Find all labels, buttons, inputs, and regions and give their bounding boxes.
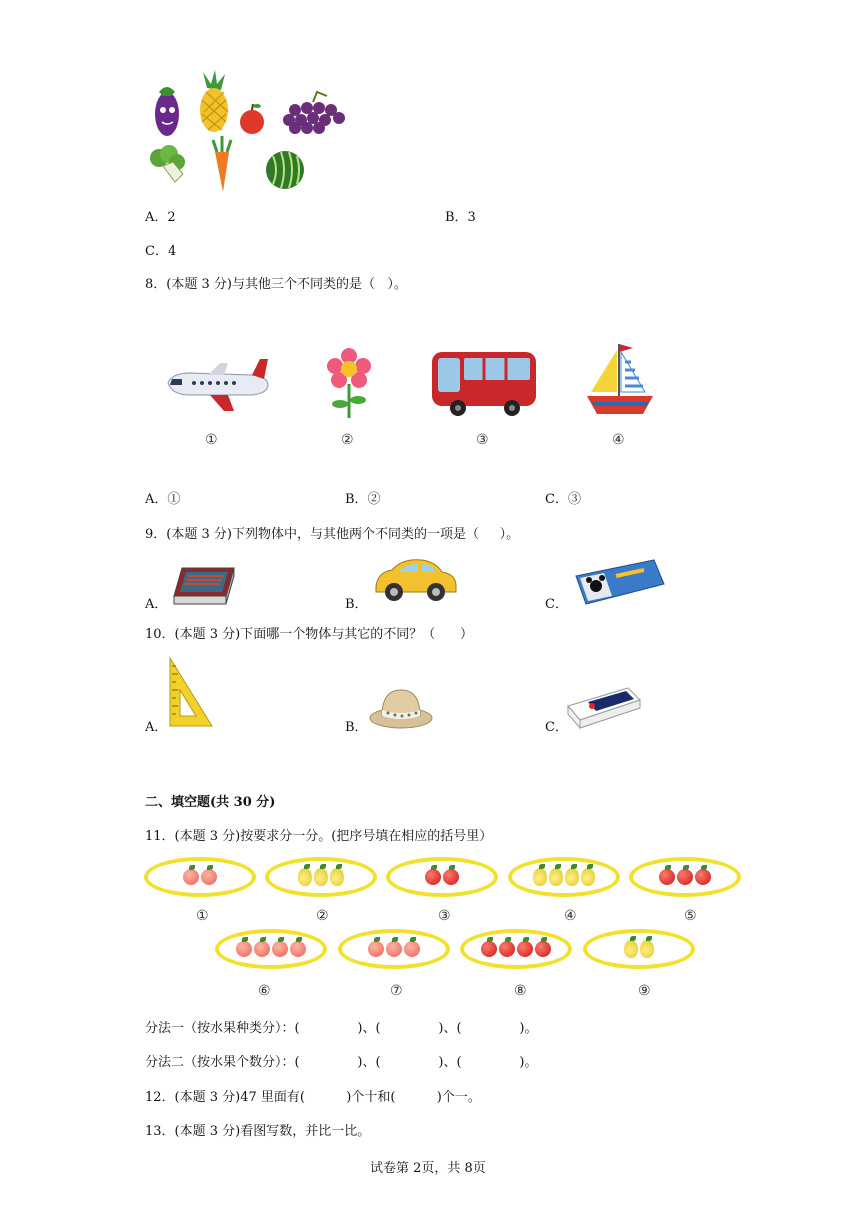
q7-option-c[interactable]: C．4 xyxy=(145,244,177,259)
fruit-group-oval xyxy=(629,857,741,897)
eggplant-icon xyxy=(155,87,179,136)
eraser-picture xyxy=(566,684,642,730)
apple-icon xyxy=(517,941,533,957)
car-picture xyxy=(370,554,460,604)
pear-icon xyxy=(533,868,547,886)
pear-icon xyxy=(640,940,654,958)
fruit-group-oval xyxy=(583,929,695,969)
apple-icon xyxy=(695,869,711,885)
peach-icon xyxy=(368,941,384,957)
fruit-group-oval xyxy=(144,857,256,897)
book-picture xyxy=(172,562,240,608)
q7-fruits-vegetables-picture xyxy=(145,70,355,195)
fruit-group-mark: ⑤ xyxy=(684,908,697,924)
peach-icon xyxy=(236,941,252,957)
q11-method-one: 分法一（按水果种类分）：( )、( )、( )。 xyxy=(145,1021,538,1036)
q11-question-stem: 11．(本题 3 分)按要求分一分。(把序号填在相应的括号里） xyxy=(145,829,493,844)
q8-question-stem: 8．(本题 3 分)与其他三个不同类的是（ ）。 xyxy=(145,277,407,292)
page-footer: 试卷第 2页，共 8页 xyxy=(370,1161,486,1176)
apple-icon xyxy=(240,104,264,134)
pear-icon xyxy=(549,868,563,886)
q8-picture-mark-4: ④ xyxy=(612,432,625,448)
q10-option-a[interactable]: A． xyxy=(145,720,168,735)
apple-icon xyxy=(659,869,675,885)
fruit-group-mark: ⑨ xyxy=(638,983,651,999)
q12-question-stem: 12．(本题 3 分)47 里面有( )个十和( )个一。 xyxy=(145,1090,481,1105)
pencil-box-picture xyxy=(574,556,666,610)
q9-question-stem: 9．(本题 3 分)下列物体中，与其他两个不同类的一项是（ ）。 xyxy=(145,527,520,542)
q8-picture-mark-1: ① xyxy=(205,432,218,448)
q8-picture-mark-3: ③ xyxy=(476,432,489,448)
carrot-icon xyxy=(213,136,231,192)
fruit-group-oval xyxy=(460,929,572,969)
fruit-group-mark: ⑦ xyxy=(390,983,403,999)
fruit-group-mark: ③ xyxy=(438,908,451,924)
airplane-picture xyxy=(160,355,272,415)
q10-option-c[interactable]: C． xyxy=(545,720,568,735)
sailboat-picture xyxy=(585,340,655,420)
peach-icon xyxy=(201,869,217,885)
fruit-group-oval xyxy=(265,857,377,897)
apple-icon xyxy=(535,941,551,957)
fruit-group-oval xyxy=(215,929,327,969)
q7-option-b[interactable]: B．3 xyxy=(445,210,476,225)
bus-picture xyxy=(428,348,540,418)
grapes-icon xyxy=(283,92,345,134)
fruit-group-mark: ④ xyxy=(564,908,577,924)
q7-option-a[interactable]: A．2 xyxy=(145,210,176,225)
pear-icon xyxy=(581,868,595,886)
q8-option-a[interactable]: A．① xyxy=(145,492,181,507)
watermelon-icon xyxy=(266,151,304,189)
q13-question-stem: 13．(本题 3 分)看图写数，并比一比。 xyxy=(145,1124,371,1139)
fruit-group-oval xyxy=(386,857,498,897)
pear-icon xyxy=(298,868,312,886)
q10-question-stem: 10．(本题 3 分)下面哪一个物体与其它的不同？（ ） xyxy=(145,627,474,642)
apple-icon xyxy=(499,941,515,957)
apple-icon xyxy=(425,869,441,885)
fruit-group-mark: ② xyxy=(316,908,329,924)
q8-picture-mark-2: ② xyxy=(341,432,354,448)
pear-icon xyxy=(565,868,579,886)
pear-icon xyxy=(314,868,328,886)
peach-icon xyxy=(183,869,199,885)
q8-option-b[interactable]: B．② xyxy=(345,492,381,507)
pear-icon xyxy=(624,940,638,958)
apple-icon xyxy=(677,869,693,885)
fruit-group-mark: ⑥ xyxy=(258,983,271,999)
flower-picture xyxy=(326,348,372,420)
q11-method-two: 分法二（按水果个数分）：( )、( )、( )。 xyxy=(145,1055,538,1070)
section-title: 二、填空题(共 30 分) xyxy=(145,795,276,810)
q9-option-b[interactable]: B． xyxy=(345,597,368,612)
apple-icon xyxy=(481,941,497,957)
q9-option-c[interactable]: C． xyxy=(545,597,568,612)
q8-option-c[interactable]: C．③ xyxy=(545,492,581,507)
peach-icon xyxy=(254,941,270,957)
vegetable-greens-icon xyxy=(150,145,185,182)
fruit-group-oval xyxy=(508,857,620,897)
fruit-group-mark: ⑧ xyxy=(514,983,527,999)
q10-option-b[interactable]: B． xyxy=(345,720,368,735)
pineapple-icon xyxy=(200,70,228,132)
hat-picture xyxy=(368,686,434,730)
peach-icon xyxy=(272,941,288,957)
q9-option-a[interactable]: A． xyxy=(145,597,168,612)
pear-icon xyxy=(330,868,344,886)
peach-icon xyxy=(404,941,420,957)
peach-icon xyxy=(290,941,306,957)
fruit-group-oval xyxy=(338,929,450,969)
triangle-ruler-picture xyxy=(168,656,214,730)
peach-icon xyxy=(386,941,402,957)
apple-icon xyxy=(443,869,459,885)
fruit-group-mark: ① xyxy=(196,908,209,924)
